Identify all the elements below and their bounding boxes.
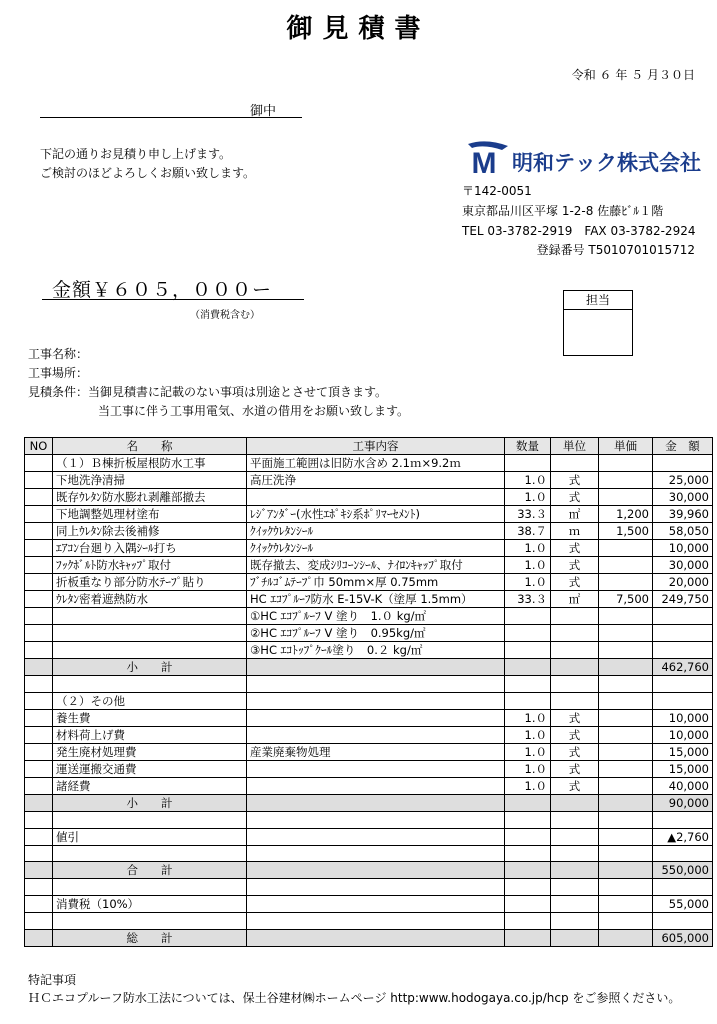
header-no: NO <box>25 438 53 455</box>
cell-name: ﾌｯｸﾎﾞﾙﾄ防水ｷｬｯﾌﾟ取付 <box>53 557 247 574</box>
cell-quantity: 1.０ <box>505 574 551 591</box>
cell-name: 養生費 <box>53 709 247 726</box>
table-row <box>25 828 713 845</box>
cell-quantity: 1.０ <box>505 726 551 743</box>
table-body <box>25 455 713 947</box>
cell-description <box>247 760 505 777</box>
cell-unit <box>551 659 599 676</box>
cell-description: ｸｲｯｸｳﾚﾀﾝｼｰﾙ <box>247 523 505 540</box>
cell-description <box>247 879 505 896</box>
notes-text: ＨＣエコプルーフ防水工法については、保土谷建材㈱ホームページ http:www.hodogaya.co.jp/hcp をご参照ください。 <box>28 991 681 1005</box>
cell-amount <box>653 625 713 642</box>
table-row <box>25 625 713 642</box>
cell-quantity <box>505 913 551 930</box>
cell-amount: 39,960 <box>653 506 713 523</box>
cell-quantity: 33.３ <box>505 591 551 608</box>
notes-title: 特記事項 <box>28 973 77 987</box>
table-row <box>25 676 713 693</box>
cell-description <box>247 929 505 946</box>
cell-quantity <box>505 676 551 693</box>
cell-quantity <box>505 879 551 896</box>
cell-amount <box>653 676 713 693</box>
cell-quantity: 1.０ <box>505 472 551 489</box>
cell-unit: 式 <box>551 540 599 557</box>
cell-description: ②HC ｴｺﾌﾟﾙｰﾌ V 塗り 0.95kg/㎡ <box>247 625 505 642</box>
cell-description: ﾚｼﾞｱﾝﾀﾞｰ(水性ｴﾎﾟｷｼ系ﾎﾟﾘﾏｰｾﾒﾝﾄ) <box>247 506 505 523</box>
cell-unit-price <box>599 574 653 591</box>
cell-unit: 式 <box>551 760 599 777</box>
cell-no <box>25 455 53 472</box>
cell-unit <box>551 896 599 913</box>
cell-amount: 249,750 <box>653 591 713 608</box>
cell-unit-price <box>599 828 653 845</box>
cell-name: 小 計 <box>53 794 247 811</box>
cell-no <box>25 659 53 676</box>
table-row <box>25 726 713 743</box>
cell-unit-price <box>599 726 653 743</box>
cell-quantity <box>505 811 551 828</box>
amount-underline <box>42 299 304 300</box>
table-row <box>25 845 713 862</box>
cell-amount: 20,000 <box>653 574 713 591</box>
cell-unit-price <box>599 896 653 913</box>
cell-name: 同上ｳﾚﾀﾝ除去後補修 <box>53 523 247 540</box>
table-row <box>25 455 713 472</box>
cell-unit-price <box>599 879 653 896</box>
greeting-line-1: 下記の通りお見積り申し上げます。 <box>40 147 232 161</box>
table-row <box>25 540 713 557</box>
cell-description: 既存撤去、変成ｼﾘｺｰﾝｼｰﾙ、ﾅｲﾛﾝｷｬｯﾌﾟ取付 <box>247 557 505 574</box>
cell-unit-price <box>599 692 653 709</box>
cell-no <box>25 794 53 811</box>
cell-amount: 10,000 <box>653 540 713 557</box>
cell-unit <box>551 642 599 659</box>
table-row <box>25 557 713 574</box>
cell-quantity: 1.０ <box>505 777 551 794</box>
cell-quantity: 1.０ <box>505 760 551 777</box>
cell-amount <box>653 642 713 659</box>
cell-name: （２）その他 <box>53 692 247 709</box>
table-row <box>25 760 713 777</box>
cell-quantity <box>505 455 551 472</box>
company-name: 明和テック株式会社 <box>512 151 701 175</box>
tax-included-note: （消費税含む） <box>190 310 260 321</box>
registration-number: 登録番号 T5010701015712 <box>536 243 695 257</box>
table-row <box>25 642 713 659</box>
cell-unit: 式 <box>551 777 599 794</box>
cell-unit: 式 <box>551 743 599 760</box>
cell-quantity: 1.０ <box>505 489 551 506</box>
cell-unit <box>551 692 599 709</box>
table-row <box>25 591 713 608</box>
cell-name: 諸経費 <box>53 777 247 794</box>
cell-amount: 550,000 <box>653 862 713 879</box>
cell-unit-price <box>599 608 653 625</box>
cell-amount: 30,000 <box>653 489 713 506</box>
cell-quantity: 1.０ <box>505 709 551 726</box>
cell-no <box>25 523 53 540</box>
cell-no <box>25 591 53 608</box>
cell-no <box>25 472 53 489</box>
table-row <box>25 574 713 591</box>
table-header-row <box>25 438 713 455</box>
cell-description: ﾌﾞﾁﾙｺﾞﾑﾃｰﾌﾟ巾 50mm×厚 0.75mm <box>247 574 505 591</box>
cell-amount <box>653 811 713 828</box>
cell-unit: ㎡ <box>551 506 599 523</box>
cell-name: 総 計 <box>53 929 247 946</box>
table-row <box>25 811 713 828</box>
cell-quantity <box>505 845 551 862</box>
cell-description <box>247 862 505 879</box>
table-row <box>25 777 713 794</box>
cell-no <box>25 676 53 693</box>
table-row <box>25 659 713 676</box>
cell-description <box>247 676 505 693</box>
cell-unit-price <box>599 862 653 879</box>
cell-name <box>53 608 247 625</box>
table-row <box>25 472 713 489</box>
cell-description <box>247 913 505 930</box>
table-row <box>25 709 713 726</box>
cell-name: 運送運搬交通費 <box>53 760 247 777</box>
cell-no <box>25 760 53 777</box>
cell-description <box>247 896 505 913</box>
cell-unit <box>551 676 599 693</box>
cell-unit-price <box>599 540 653 557</box>
cell-no <box>25 879 53 896</box>
cell-amount: 605,000 <box>653 929 713 946</box>
cell-no <box>25 777 53 794</box>
cell-no <box>25 726 53 743</box>
cell-no <box>25 709 53 726</box>
cell-unit <box>551 608 599 625</box>
cell-name: （１）Ｂ棟折板屋根防水工事 <box>53 455 247 472</box>
cell-name <box>53 642 247 659</box>
cell-quantity <box>505 896 551 913</box>
cell-amount: 25,000 <box>653 472 713 489</box>
cell-name <box>53 879 247 896</box>
cell-no <box>25 574 53 591</box>
cell-name: 材料荷上げ費 <box>53 726 247 743</box>
cell-no <box>25 811 53 828</box>
cell-unit <box>551 794 599 811</box>
cell-name: 既存ｳﾚﾀﾝ防水膨れ剥離部撤去 <box>53 489 247 506</box>
cell-no <box>25 692 53 709</box>
cell-name: 下地調整処理材塗布 <box>53 506 247 523</box>
cell-name: 合 計 <box>53 862 247 879</box>
table-row <box>25 743 713 760</box>
cell-name: 発生廃材処理費 <box>53 743 247 760</box>
cell-unit-price <box>599 642 653 659</box>
header-unit: 単位 <box>551 438 599 455</box>
cell-unit-price <box>599 913 653 930</box>
cell-quantity <box>505 692 551 709</box>
cell-unit <box>551 828 599 845</box>
header-quantity: 数量 <box>505 438 551 455</box>
cell-no <box>25 743 53 760</box>
cell-unit: 式 <box>551 726 599 743</box>
greeting-line-2: ご検討のほどよろしくお願い致します。 <box>40 166 256 180</box>
cell-unit: 式 <box>551 574 599 591</box>
cell-unit-price <box>599 625 653 642</box>
table-row <box>25 929 713 946</box>
cell-amount: 55,000 <box>653 896 713 913</box>
cell-unit: ㎡ <box>551 591 599 608</box>
condition-1: 当御見積書に記載のない事項は別途とさせて頂きます。 <box>88 385 388 399</box>
cell-quantity: 1.０ <box>505 557 551 574</box>
logo-letter: M <box>471 147 497 176</box>
table-row <box>25 523 713 540</box>
cell-amount: ▲2,760 <box>653 828 713 845</box>
cell-no <box>25 929 53 946</box>
cell-unit-price <box>599 659 653 676</box>
document-title: 御見積書 <box>286 14 431 44</box>
cell-description: 高圧洗浄 <box>247 472 505 489</box>
cell-name: ｴｱｺﾝ台廻り入隅ｼｰﾙ打ち <box>53 540 247 557</box>
cell-amount: 462,760 <box>653 659 713 676</box>
table-row <box>25 794 713 811</box>
company-tel-fax: TEL 03-3782-2919 FAX 03-3782-2924 <box>462 224 696 238</box>
cell-name <box>53 625 247 642</box>
cell-unit <box>551 455 599 472</box>
cell-unit-price <box>599 845 653 862</box>
cell-name: 値引 <box>53 828 247 845</box>
cell-description <box>247 845 505 862</box>
table-row <box>25 879 713 896</box>
header-description: 工事内容 <box>247 438 505 455</box>
issue-date: 令和 ６ 年 ５ 月３０日 <box>571 68 695 82</box>
cell-unit <box>551 862 599 879</box>
cell-no <box>25 862 53 879</box>
cell-name: 消費税（10%） <box>53 896 247 913</box>
cell-unit-price: 7,500 <box>599 591 653 608</box>
cell-unit-price: 1,200 <box>599 506 653 523</box>
cell-amount <box>653 608 713 625</box>
cell-quantity <box>505 659 551 676</box>
cell-name <box>53 913 247 930</box>
cell-unit-price <box>599 760 653 777</box>
cell-description <box>247 709 505 726</box>
cell-amount: 90,000 <box>653 794 713 811</box>
cell-amount: 30,000 <box>653 557 713 574</box>
cell-unit-price <box>599 489 653 506</box>
cell-description: 産業廃棄物処理 <box>247 743 505 760</box>
conditions-label: 見積条件： <box>28 385 89 399</box>
cell-unit-price <box>599 929 653 946</box>
cell-no <box>25 625 53 642</box>
cell-no <box>25 642 53 659</box>
company-address: 東京都品川区平塚 1-2-8 佐藤ﾋﾞﾙ１階 <box>462 204 664 218</box>
cell-unit <box>551 811 599 828</box>
cell-description <box>247 777 505 794</box>
cell-amount <box>653 845 713 862</box>
table-row <box>25 506 713 523</box>
cell-unit <box>551 625 599 642</box>
cell-no <box>25 540 53 557</box>
cell-amount <box>653 692 713 709</box>
cell-description <box>247 794 505 811</box>
table-row <box>25 913 713 930</box>
cell-quantity: 1.０ <box>505 540 551 557</box>
cell-quantity: 38.７ <box>505 523 551 540</box>
cell-name: 小 計 <box>53 659 247 676</box>
cell-unit-price <box>599 709 653 726</box>
cell-name <box>53 676 247 693</box>
condition-2: 当工事に伴う工事用電気、水道の借用をお願い致します。 <box>98 404 410 418</box>
cell-no <box>25 506 53 523</box>
cell-amount: 10,000 <box>653 709 713 726</box>
cell-quantity <box>505 794 551 811</box>
cell-quantity: 1.０ <box>505 743 551 760</box>
cell-quantity <box>505 642 551 659</box>
cell-unit: 式 <box>551 472 599 489</box>
cell-no <box>25 489 53 506</box>
table-row <box>25 489 713 506</box>
person-in-charge-box <box>563 290 633 356</box>
cell-quantity <box>505 929 551 946</box>
table-row <box>25 862 713 879</box>
cell-name: 折板重なり部分防水ﾃｰﾌﾟ貼り <box>53 574 247 591</box>
cell-unit-price: 1,500 <box>599 523 653 540</box>
cell-description <box>247 726 505 743</box>
cell-no <box>25 913 53 930</box>
cell-amount: 15,000 <box>653 760 713 777</box>
cell-amount: 15,000 <box>653 743 713 760</box>
estimate-table <box>24 437 713 947</box>
cell-unit-price <box>599 794 653 811</box>
cell-no <box>25 845 53 862</box>
cell-description: ｸｲｯｸｳﾚﾀﾝｼｰﾙ <box>247 540 505 557</box>
cell-amount <box>653 879 713 896</box>
cell-description <box>247 811 505 828</box>
cell-no <box>25 896 53 913</box>
cell-description: 平面施工範囲は旧防水含め 2.1ｍ×9.2ｍ <box>247 455 505 472</box>
project-place-label: 工事場所： <box>28 366 89 380</box>
cell-unit: ｍ <box>551 523 599 540</box>
cell-no <box>25 608 53 625</box>
cell-quantity <box>505 608 551 625</box>
table-row <box>25 608 713 625</box>
table-row <box>25 896 713 913</box>
cell-unit <box>551 845 599 862</box>
company-logo-icon <box>462 140 510 179</box>
cell-quantity: 33.３ <box>505 506 551 523</box>
cell-unit-price <box>599 743 653 760</box>
cell-description: HC ｴｺﾌﾟﾙｰﾌ防水 E-15V-K（塗厚 1.5mm） <box>247 591 505 608</box>
cell-unit: 式 <box>551 489 599 506</box>
company-postal: 〒142-0051 <box>462 184 532 198</box>
cell-unit <box>551 913 599 930</box>
recipient-suffix: 御中 <box>250 104 277 119</box>
cell-unit-price <box>599 455 653 472</box>
table-row <box>25 692 713 709</box>
cell-amount: 10,000 <box>653 726 713 743</box>
cell-quantity <box>505 828 551 845</box>
header-name: 名 称 <box>53 438 247 455</box>
cell-unit-price <box>599 557 653 574</box>
cell-unit-price <box>599 811 653 828</box>
cell-description <box>247 489 505 506</box>
cell-name: ｳﾚﾀﾝ密着遮熱防水 <box>53 591 247 608</box>
cell-name: 下地洗浄清掃 <box>53 472 247 489</box>
cell-name <box>53 811 247 828</box>
cell-description <box>247 659 505 676</box>
cell-amount <box>653 455 713 472</box>
cell-amount <box>653 913 713 930</box>
cell-description <box>247 692 505 709</box>
cell-unit <box>551 879 599 896</box>
cell-unit: 式 <box>551 557 599 574</box>
cell-unit-price <box>599 777 653 794</box>
cell-unit-price <box>599 472 653 489</box>
cell-description <box>247 828 505 845</box>
total-amount: 金額￥６０５，０００ー <box>52 279 273 301</box>
cell-quantity <box>505 625 551 642</box>
cell-no <box>25 557 53 574</box>
cell-amount: 40,000 <box>653 777 713 794</box>
cell-name <box>53 845 247 862</box>
cell-unit-price <box>599 676 653 693</box>
cell-unit: 式 <box>551 709 599 726</box>
cell-unit <box>551 929 599 946</box>
cell-description: ①HC ｴｺﾌﾟﾙｰﾌ V 塗り 1.０ kg/㎡ <box>247 608 505 625</box>
header-unit-price: 単価 <box>599 438 653 455</box>
project-name-label: 工事名称： <box>28 347 89 361</box>
header-amount: 金 額 <box>653 438 713 455</box>
cell-quantity <box>505 862 551 879</box>
cell-amount: 58,050 <box>653 523 713 540</box>
cell-description: ③HC ｴｺﾄｯﾌﾟｸｰﾙ塗り 0.２ kg/㎡ <box>247 642 505 659</box>
cell-no <box>25 828 53 845</box>
person-in-charge-label: 担当 <box>564 291 632 310</box>
